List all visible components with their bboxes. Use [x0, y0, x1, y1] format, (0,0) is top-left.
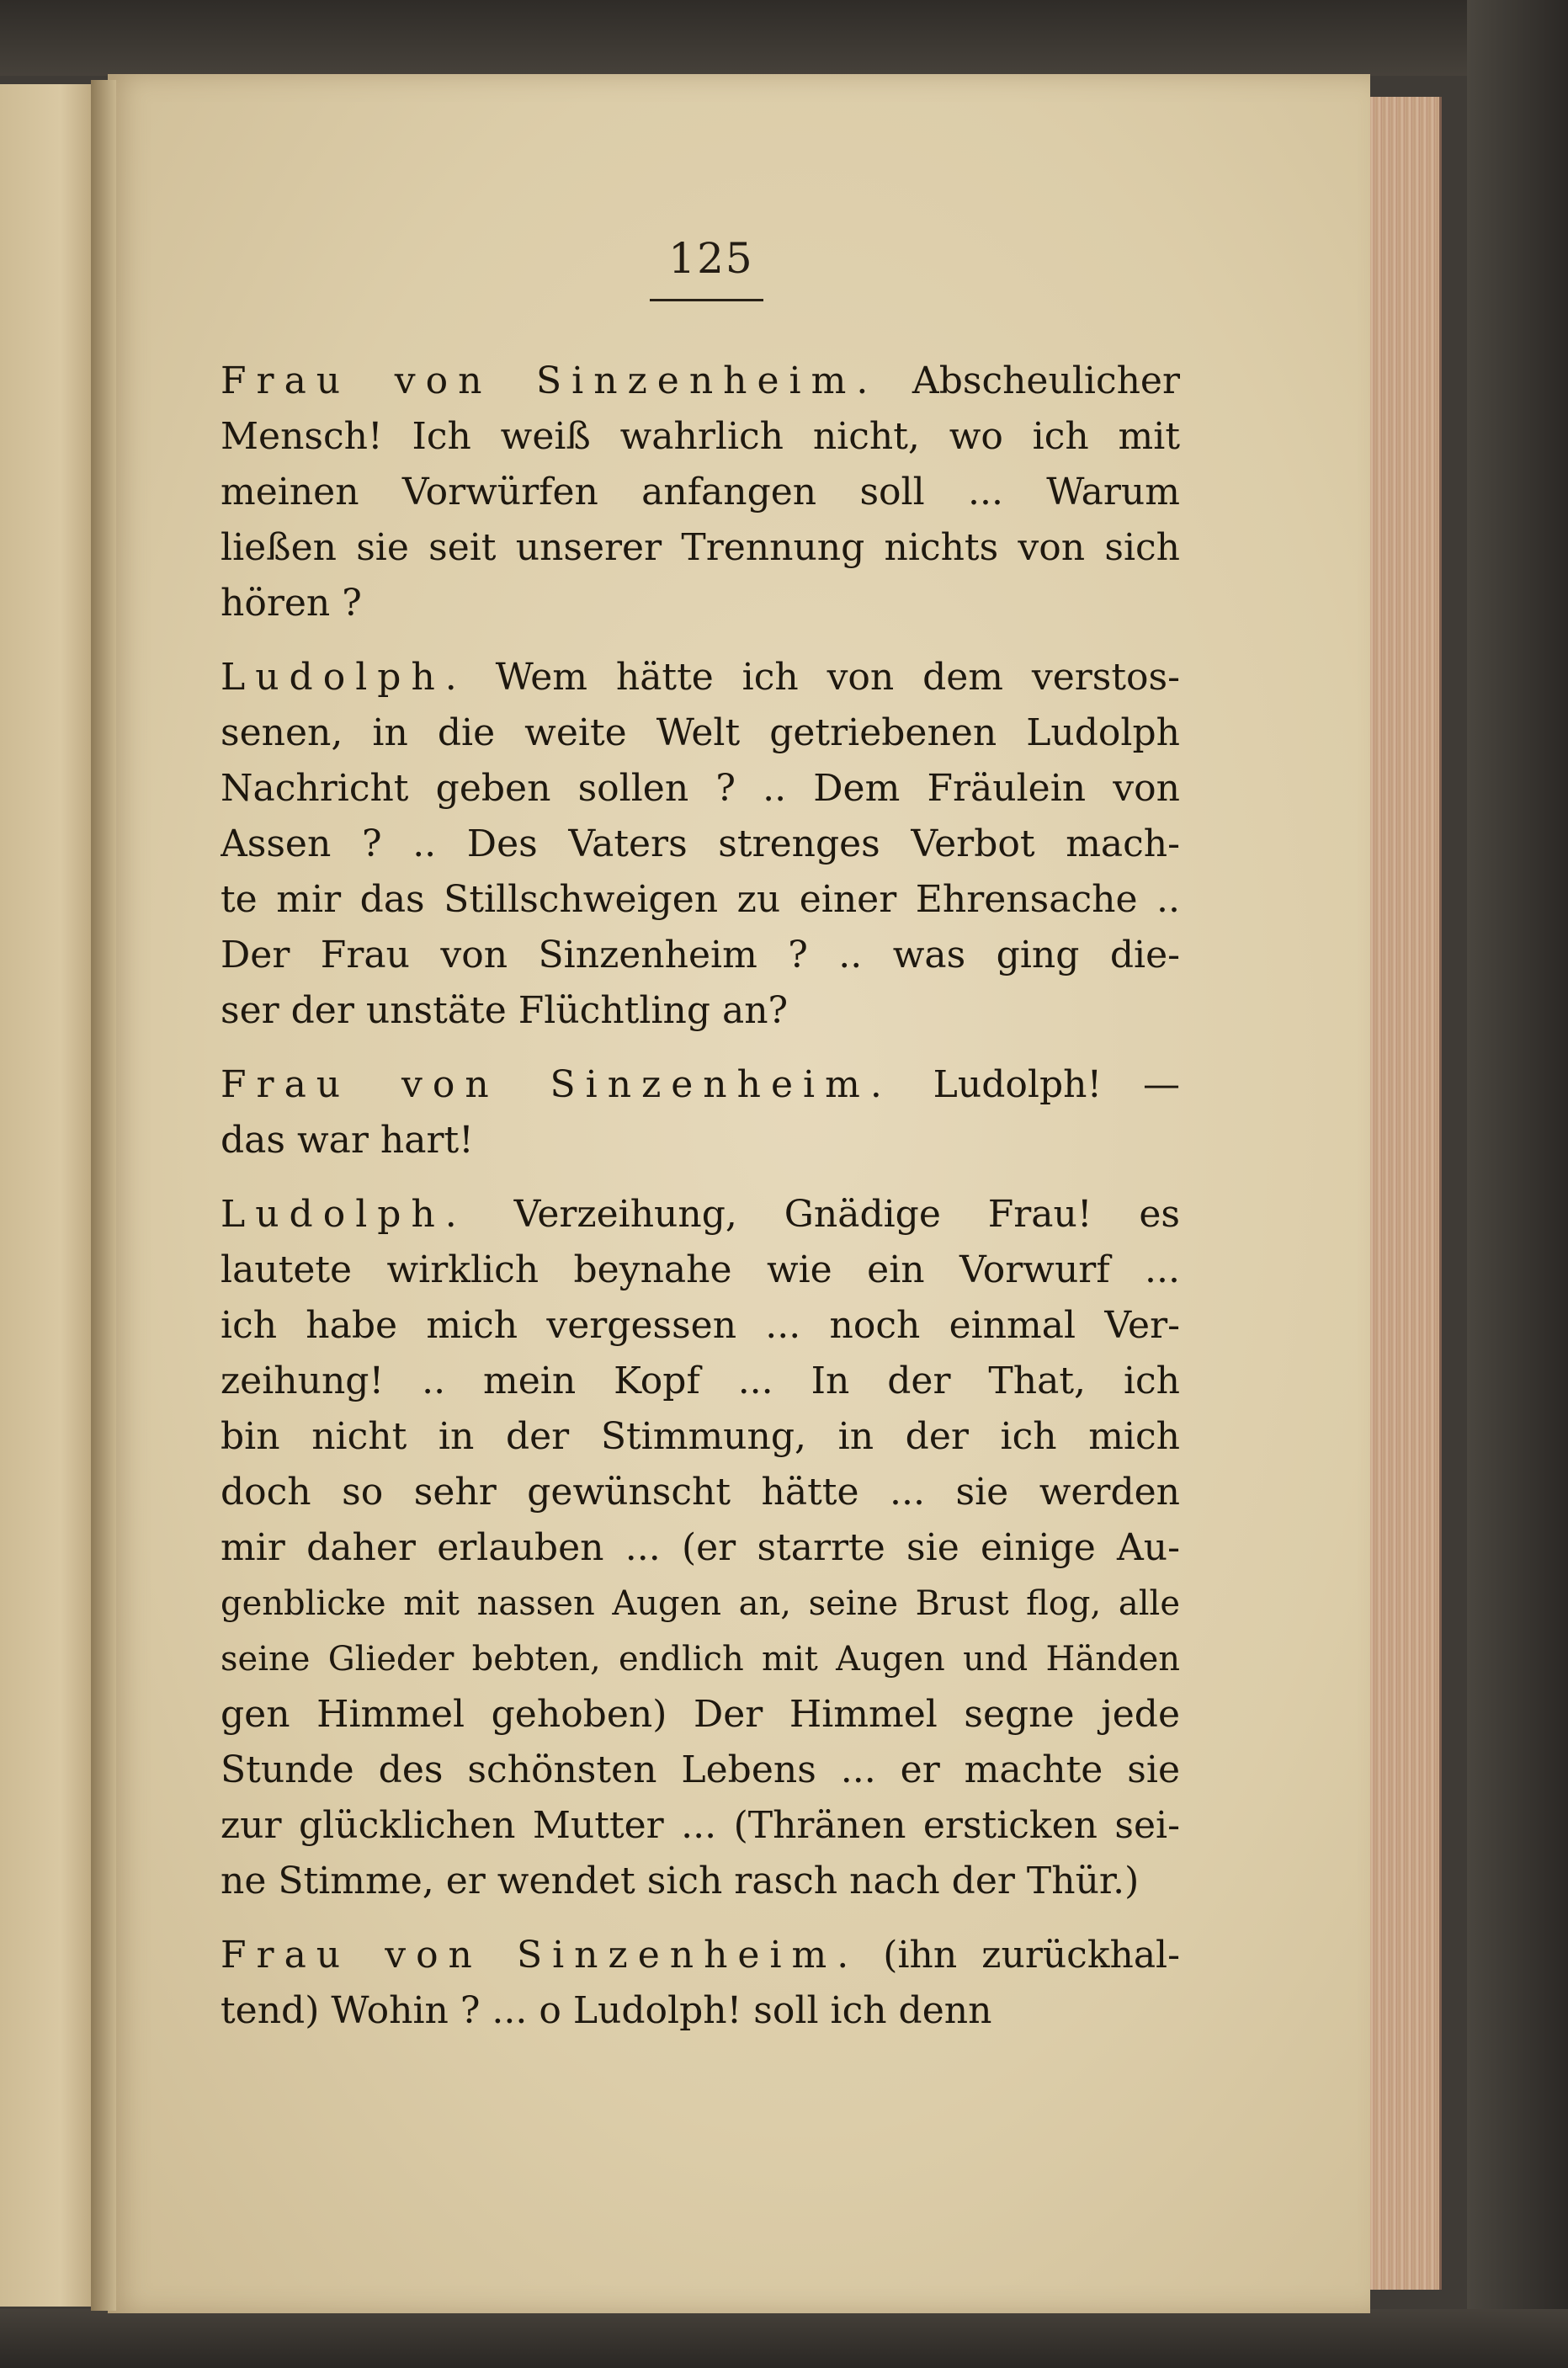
line-text: bin nicht in der Stimmung, in der ich mich: [221, 1415, 1180, 1458]
line-text: ließen sie seit unserer Trennung nichts von sich: [221, 526, 1180, 569]
text-line: [221, 928, 1180, 983]
page-text: [221, 354, 1180, 2039]
line-text: gen Himmel gehoben) Der Himmel segne jede: [221, 1693, 1180, 1736]
text-line: [221, 520, 1180, 576]
cover-board-top: [0, 0, 1568, 76]
page-number: 125: [668, 234, 754, 283]
line-text: mir daher erlauben ... (er starrte sie einige Au-: [221, 1526, 1180, 1569]
page-edges: [1359, 97, 1442, 2290]
line-text: Wem hätte ich von dem verstos-: [466, 656, 1180, 699]
line-text: zur glücklichen Mutter ... (Thränen ersticken sei-: [221, 1804, 1180, 1847]
text-line: [221, 1687, 1180, 1743]
text-line: [221, 1576, 1180, 1631]
paragraph: [221, 650, 1180, 1039]
text-line: [221, 1057, 1180, 1113]
cover-board-right: [1467, 0, 1568, 2368]
text-line: [221, 576, 1180, 631]
paragraph-gap: [221, 631, 1180, 650]
line-text: seine Glieder bebten, endlich mit Augen und Händen: [221, 1640, 1180, 1679]
text-line: [221, 409, 1180, 465]
paragraph-gap: [221, 1039, 1180, 1057]
line-text: doch so sehr gewünscht hätte ... sie werden: [221, 1471, 1180, 1514]
text-line: [221, 817, 1180, 872]
line-text: das war hart!: [221, 1119, 474, 1162]
speaker-name: Frau von Sinzenheim.: [221, 1934, 859, 1977]
text-line: [221, 983, 1180, 1039]
text-line: [221, 1854, 1180, 1909]
line-text: Nachricht geben sollen ? .. Dem Fräulein von: [221, 767, 1180, 810]
text-line: [221, 872, 1180, 928]
text-line: [221, 1409, 1180, 1465]
line-text: lautete wirklich beynahe wie ein Vorwurf ...: [221, 1248, 1180, 1291]
paragraph-gap: [221, 1909, 1180, 1928]
speaker-name: Ludolph.: [221, 1193, 467, 1236]
line-text: hören ?: [221, 582, 362, 625]
line-text: zeihung! .. mein Kopf ... In der That, ich: [221, 1360, 1180, 1402]
paragraph: [221, 1928, 1180, 2039]
line-text: ich habe mich vergessen ... noch einmal Ver-: [221, 1304, 1180, 1347]
line-text: senen, in die weite Welt getriebenen Ludolph: [221, 711, 1180, 754]
text-line: [221, 1983, 1180, 2039]
previous-page-edge: [0, 84, 101, 2307]
book-gutter: [91, 80, 116, 2311]
line-text: Ludolph! —: [891, 1063, 1180, 1106]
text-line: [221, 465, 1180, 520]
line-text: Mensch! Ich weiß wahrlich nicht, wo ich mit: [221, 415, 1180, 458]
text-line: [221, 1631, 1180, 1687]
text-line: [221, 1354, 1180, 1409]
text-line: [221, 705, 1180, 761]
text-line: [221, 761, 1180, 817]
line-text: te mir das Stillschweigen zu einer Ehrensache ..: [221, 878, 1180, 921]
page-number-rule: [650, 299, 763, 301]
text-line: [221, 1520, 1180, 1576]
cover-board-bottom: [0, 2309, 1568, 2368]
speaker-name: Frau von Sinzenheim.: [221, 1063, 892, 1106]
text-line: [221, 354, 1180, 409]
line-text: Assen ? .. Des Vaters strenges Verbot mach-: [221, 822, 1180, 865]
line-text: Stunde des schönsten Lebens ... er machte sie: [221, 1748, 1180, 1791]
paragraph: [221, 1187, 1180, 1909]
text-line: [221, 1928, 1180, 1983]
line-text: Verzeihung, Gnädige Frau! es: [466, 1193, 1180, 1236]
line-text: Abscheulicher: [878, 359, 1180, 402]
line-text: meinen Vorwürfen anfangen soll ... Warum: [221, 471, 1180, 514]
text-line: [221, 1243, 1180, 1298]
text-line: [221, 1113, 1180, 1168]
text-line: [221, 650, 1180, 705]
line-text: genblicke mit nassen Augen an, seine Brust flog, alle: [221, 1584, 1180, 1623]
speaker-name: Frau von Sinzenheim.: [221, 359, 879, 402]
speaker-name: Ludolph.: [221, 656, 467, 699]
line-text: ser der unstäte Flüchtling an?: [221, 989, 789, 1032]
paragraph-gap: [221, 1168, 1180, 1187]
paragraph: [221, 354, 1180, 631]
line-text: Der Frau von Sinzenheim ? .. was ging die-: [221, 934, 1180, 976]
text-line: [221, 1798, 1180, 1854]
text-line: [221, 1465, 1180, 1520]
line-text: (ihn zurückhal-: [858, 1934, 1180, 1977]
line-text: ne Stimme, er wendet sich rasch nach der Thür.): [221, 1860, 1140, 1902]
line-text: tend) Wohin ? ... o Ludolph! soll ich denn: [221, 1989, 992, 2032]
text-line: [221, 1298, 1180, 1354]
text-line: [221, 1743, 1180, 1798]
text-line: [221, 1187, 1180, 1243]
paragraph: [221, 1057, 1180, 1168]
